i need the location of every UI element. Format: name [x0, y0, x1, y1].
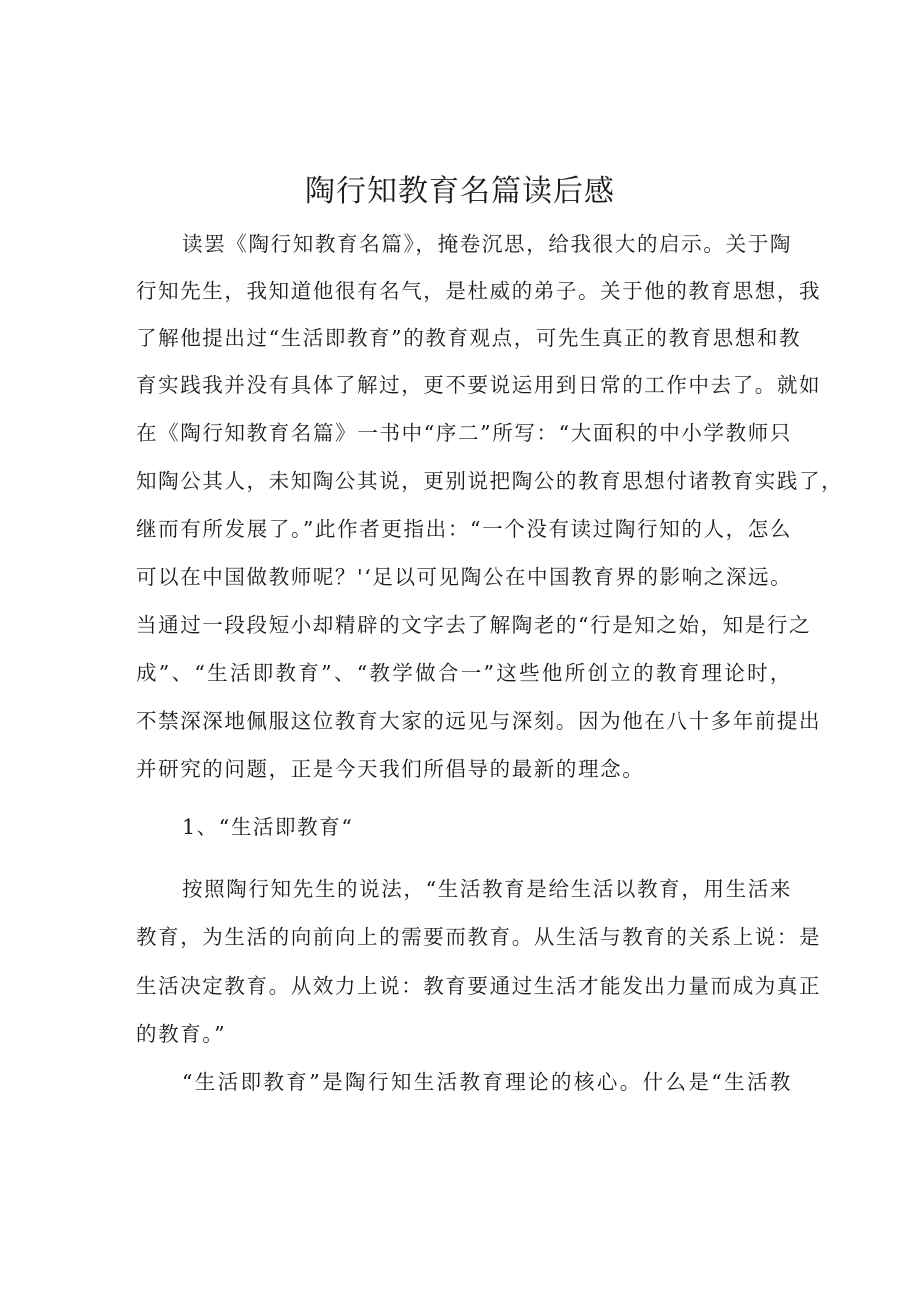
paragraph-line: 继而有所发展了。”此作者更指出：“一个没有读过陶行知的人，怎么	[136, 517, 792, 541]
paragraph-line: 按照陶行知先生的说法，“生活教育是给生活以教育，用生活来	[182, 877, 792, 901]
paragraph-line: “生活即教育”是陶行知生活教育理论的核心。什么是“生活教	[182, 1070, 792, 1094]
section-heading: 1、“生活即教育“	[182, 815, 354, 839]
paragraph-line: 可以在中国做教师呢？'‘足以可见陶公在中国教育界的影响之深远。	[136, 565, 793, 589]
paragraph-line: 不禁深深地佩服这位教育大家的远见与深刻。因为他在八十多年前提出	[136, 709, 822, 733]
paragraph-line: 知陶公其人，未知陶公其说，更别说把陶公的教育思想付诸教育实践了，	[136, 469, 844, 493]
paragraph-line: 成”、“生活即教育”、“教学做合一”这些他所创立的教育理论时，	[136, 661, 792, 685]
paragraph-line: 在《陶行知教育名篇》一书中“序二”所写：“大面积的中小学教师只	[136, 421, 792, 445]
paragraph-line: 读罢《陶行知教育名篇》，掩卷沉思，给我很大的启示。关于陶	[182, 232, 792, 256]
paragraph-line: 教育，为生活的向前向上的需要而教育。从生活与教育的关系上说：是	[136, 925, 822, 949]
paragraph-line: 育实践我并没有具体了解过，更不要说运用到日常的工作中去了。就如	[136, 373, 822, 397]
paragraph-line: 的教育。”	[136, 1022, 227, 1046]
document-title: 陶行知教育名篇读后感	[305, 174, 615, 209]
paragraph-line: 当通过一段段短小却精辟的文字去了解陶老的“行是知之始，知是行之	[136, 613, 812, 637]
paragraph-line: 并研究的问题，正是今天我们所倡导的最新的理念。	[136, 757, 645, 781]
paragraph-line: 了解他提出过“生活即教育”的教育观点，可先生真正的教育思想和教	[136, 326, 802, 350]
paragraph-line: 行知先生，我知道他很有名气，是杜威的弟子。关于他的教育思想，我	[136, 279, 822, 303]
paragraph-line: 生活决定教育。从效力上说：教育要通过生活才能发出力量而成为真正	[136, 974, 822, 998]
